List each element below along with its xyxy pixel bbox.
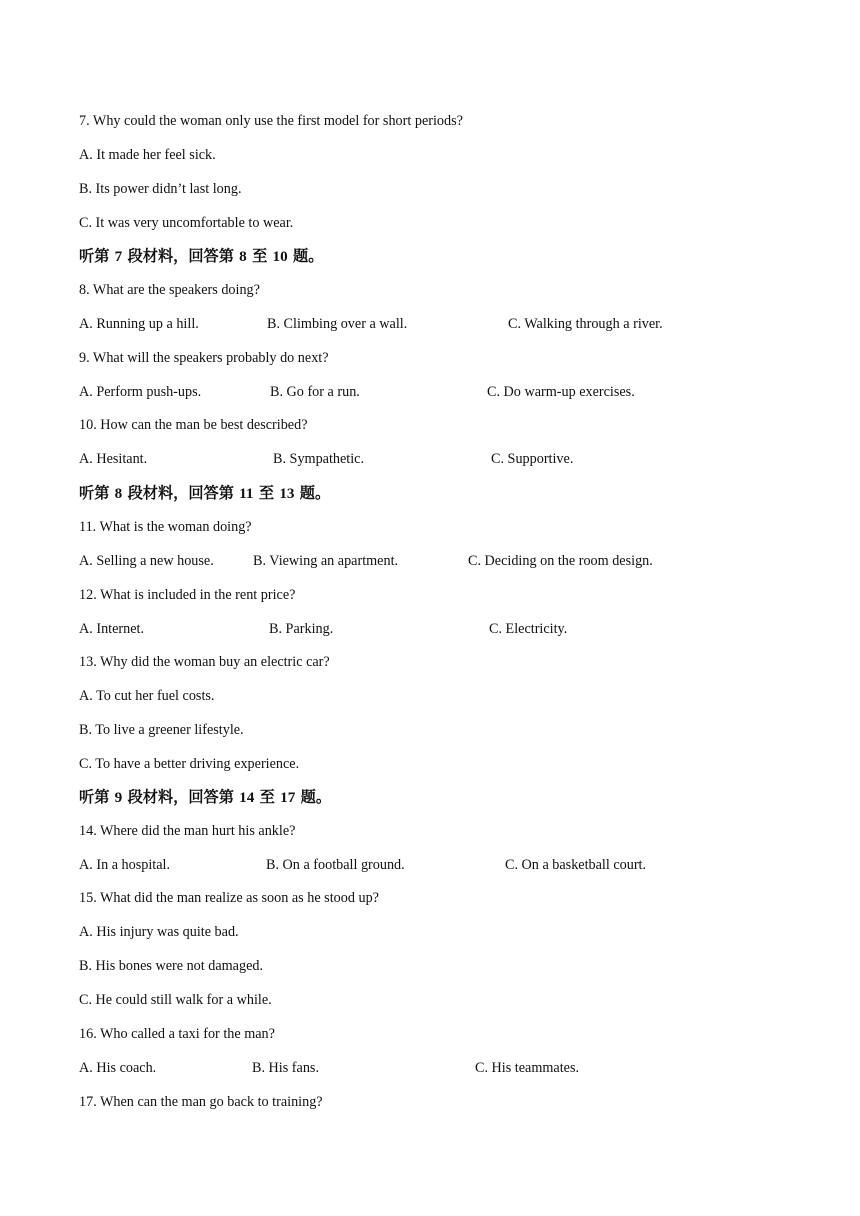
q8-option-c: C. Walking through a river. (508, 316, 663, 332)
q12-option-c: C. Electricity. (489, 621, 568, 637)
q11-option-a: A. Selling a new house. (79, 553, 214, 569)
question-7: 7. Why could the woman only use the first model for short periods? (79, 113, 463, 129)
q10-options (79, 448, 820, 470)
q7-option-b: B. Its power didn’t last long. (79, 181, 242, 197)
question-11: 11. What is the woman doing? (79, 519, 252, 535)
question-15: 15. What did the man realize as soon as he stood up? (79, 890, 379, 906)
q11-option-c: C. Deciding on the room design. (468, 553, 653, 569)
heading-number: 8 (239, 248, 247, 265)
q16-options (79, 1057, 820, 1079)
heading-text: 至 (252, 247, 268, 265)
q16-option-b: B. His fans. (252, 1060, 319, 1076)
q8-option-a: A. Running up a hill. (79, 316, 199, 332)
heading-number: 13 (279, 485, 295, 502)
heading-text: 段材料，回答第 (127, 788, 234, 806)
q13-option-b: B. To live a greener lifestyle. (79, 722, 244, 738)
q15-option-a: A. His injury was quite bad. (79, 924, 239, 940)
q9-option-c: C. Do warm-up exercises. (487, 384, 635, 400)
q12-option-b: B. Parking. (269, 621, 334, 637)
heading-number: 7 (114, 248, 123, 265)
question-8: 8. What are the speakers doing? (79, 282, 260, 298)
question-17: 17. When can the man go back to training? (79, 1094, 323, 1110)
heading-number: 9 (114, 789, 123, 806)
heading-text: 段材料，回答第 (127, 247, 234, 265)
q14-option-b: B. On a football ground. (266, 857, 405, 873)
section-heading-9 (79, 786, 820, 808)
q10-option-c: C. Supportive. (491, 451, 574, 467)
q8-option-b: B. Climbing over a wall. (267, 316, 408, 332)
q7-option-a: A. It made her feel sick. (79, 147, 216, 163)
section-heading-7 (79, 245, 820, 267)
heading-text: 至 (258, 484, 275, 502)
q9-option-b: B. Go for a run. (270, 384, 360, 400)
question-16: 16. Who called a taxi for the man? (79, 1026, 275, 1042)
question-9: 9. What will the speakers probably do next? (79, 350, 329, 366)
heading-number: 8 (114, 485, 123, 502)
q10-option-b: B. Sympathetic. (273, 451, 365, 467)
q16-option-a: A. His coach. (79, 1060, 157, 1076)
q13-option-c: C. To have a better driving experience. (79, 756, 300, 772)
heading-prefix: 听第 (79, 247, 110, 265)
heading-text: 段材料，回答第 (127, 484, 234, 502)
heading-suffix: 题。 (293, 247, 324, 265)
question-13: 13. Why did the woman buy an electric car? (79, 654, 330, 670)
q14-options (79, 854, 820, 876)
q13-option-a: A. To cut her fuel costs. (79, 688, 215, 704)
heading-number: 14 (239, 789, 255, 806)
q9-options (79, 381, 820, 403)
question-10: 10. How can the man be best described? (79, 417, 308, 433)
heading-number: 17 (280, 789, 296, 806)
heading-suffix: 题。 (300, 788, 331, 806)
q12-options (79, 618, 820, 640)
q15-option-b: B. His bones were not damaged. (79, 958, 264, 974)
heading-suffix: 题。 (299, 484, 331, 502)
question-14: 14. Where did the man hurt his ankle? (79, 823, 296, 839)
q9-option-a: A. Perform push-ups. (79, 384, 202, 400)
section-heading-8 (79, 482, 820, 504)
q11-options (79, 550, 820, 572)
q7-option-c: C. It was very uncomfortable to wear. (79, 215, 294, 231)
q12-option-a: A. Internet. (79, 621, 145, 637)
heading-prefix: 听第 (79, 788, 110, 806)
q14-option-a: A. In a hospital. (79, 857, 171, 873)
q11-option-b: B. Viewing an apartment. (253, 553, 399, 569)
question-12: 12. What is included in the rent price? (79, 587, 296, 603)
heading-number: 11 (239, 485, 254, 502)
q8-options (79, 313, 820, 335)
heading-prefix: 听第 (79, 484, 110, 502)
heading-number: 10 (272, 248, 288, 265)
q16-option-c: C. His teammates. (475, 1060, 580, 1076)
q10-option-a: A. Hesitant. (79, 451, 148, 467)
q15-option-c: C. He could still walk for a while. (79, 992, 272, 1008)
heading-text: 至 (259, 788, 275, 806)
q14-option-c: C. On a basketball court. (505, 857, 647, 873)
